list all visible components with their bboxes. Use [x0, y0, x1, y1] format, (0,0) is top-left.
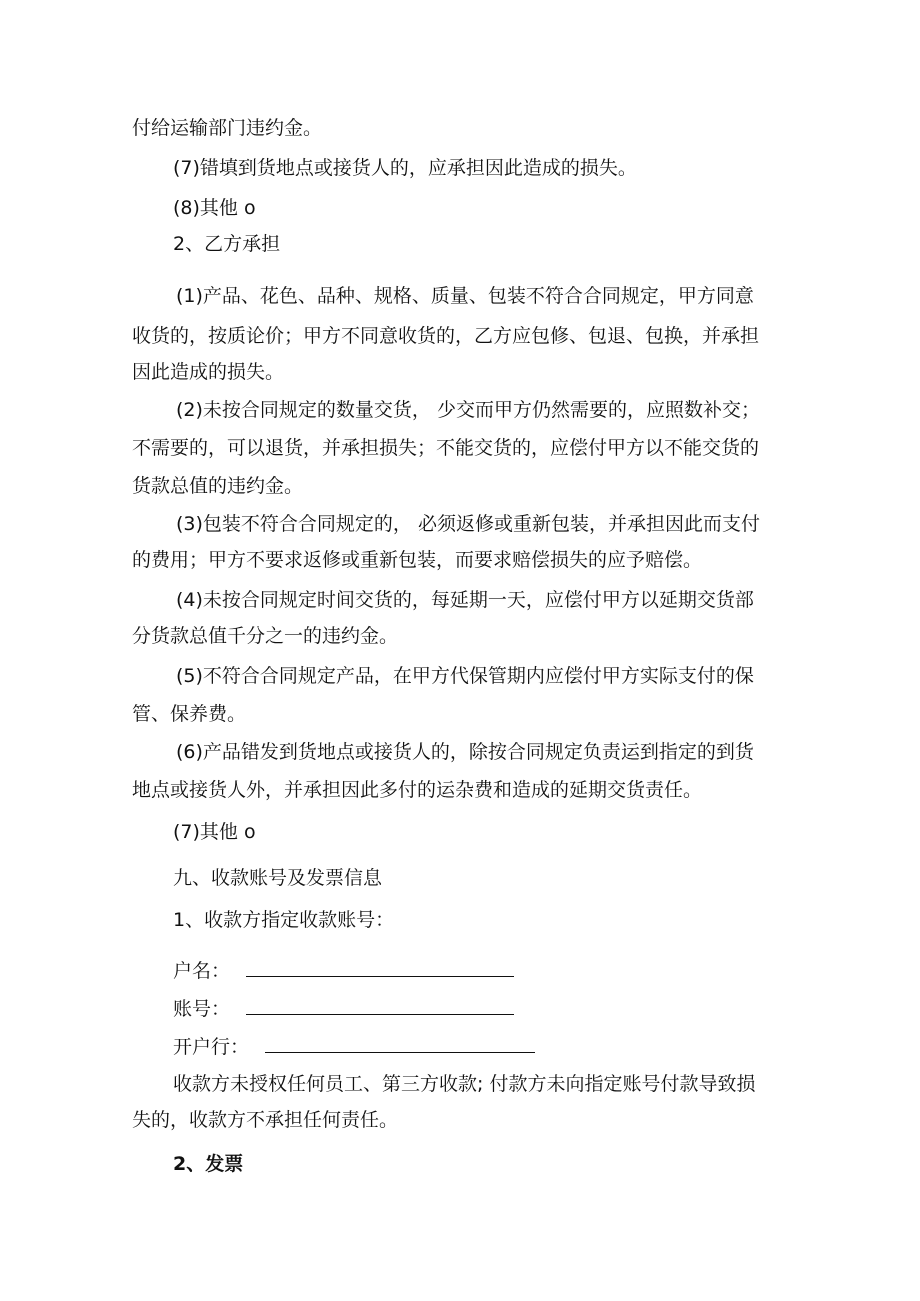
account-name-blank [246, 958, 514, 977]
text-line: 地点或接货人外，并承担因此多付的运杂费和造成的延期交货责任。 [132, 779, 703, 801]
account-name-label: 户名： [173, 960, 231, 982]
text-line: 分货款总值千分之一的违约金。 [132, 625, 399, 647]
section-heading-payment: 九、收款账号及发票信息 [173, 867, 383, 889]
bank-row [0, 1034, 920, 1059]
account-number-blank [246, 996, 514, 1015]
text-line: 收货的，按质论价；甲方不同意收货的，乙方应包修、包退、包换，并承担 [132, 325, 760, 347]
clause-1-party-b: (1)产品、花色、品种、规格、质量、包装不符合合同规定，甲方同意 [176, 285, 754, 307]
text-line: 不需要的，可以退货，并承担损失；不能交货的，应偿付甲方以不能交货的 [132, 437, 760, 459]
clause-8-party-a: (8)其他 o [173, 197, 256, 219]
text-line: 的费用；甲方不要求返修或重新包装，而要求赔偿损失的应予赔偿。 [132, 549, 703, 571]
clause-2-party-b: (2)未按合同规定的数量交货， 少交而甲方仍然需要的，应照数补交； [176, 399, 760, 421]
account-name-row [0, 958, 920, 983]
text-line: 付给运输部门违约金。 [132, 117, 323, 139]
clause-4-party-b: (4)未按合同规定时间交货的，每延期一天，应偿付甲方以延期交货部 [176, 589, 754, 611]
clause-3-party-b: (3)包装不符合合同规定的， 必须返修或重新包装，并承担因此而支付 [176, 513, 760, 535]
section-heading-party-b: 2、乙方承担 [173, 233, 281, 255]
account-number-row [0, 996, 920, 1021]
payment-disclaimer: 收款方未授权任何员工、第三方收款; 付款方未向指定账号付款导致损 [173, 1073, 756, 1095]
clause-7-party-a: (7)错填到货地点或接货人的，应承担因此造成的损失。 [173, 157, 637, 179]
clause-7-party-b: (7)其他 o [173, 821, 256, 843]
text-line: 管、保养费。 [132, 703, 247, 725]
subheading-invoice: 2、发票 [173, 1153, 244, 1175]
text-line: 因此造成的损失。 [132, 361, 285, 383]
bank-blank [265, 1034, 535, 1053]
account-number-label: 账号： [173, 998, 231, 1020]
bank-label: 开户行： [173, 1036, 250, 1058]
subheading-account: 1、收款方指定收款账号： [173, 909, 395, 931]
clause-5-party-b: (5)不符合合同规定产品，在甲方代保管期内应偿付甲方实际支付的保 [176, 665, 754, 687]
text-line: 失的，收款方不承担任何责任。 [132, 1109, 399, 1131]
clause-6-party-b: (6)产品错发到货地点或接货人的，除按合同规定负责运到指定的到货 [176, 741, 754, 763]
text-line: 货款总值的违约金。 [132, 475, 304, 497]
